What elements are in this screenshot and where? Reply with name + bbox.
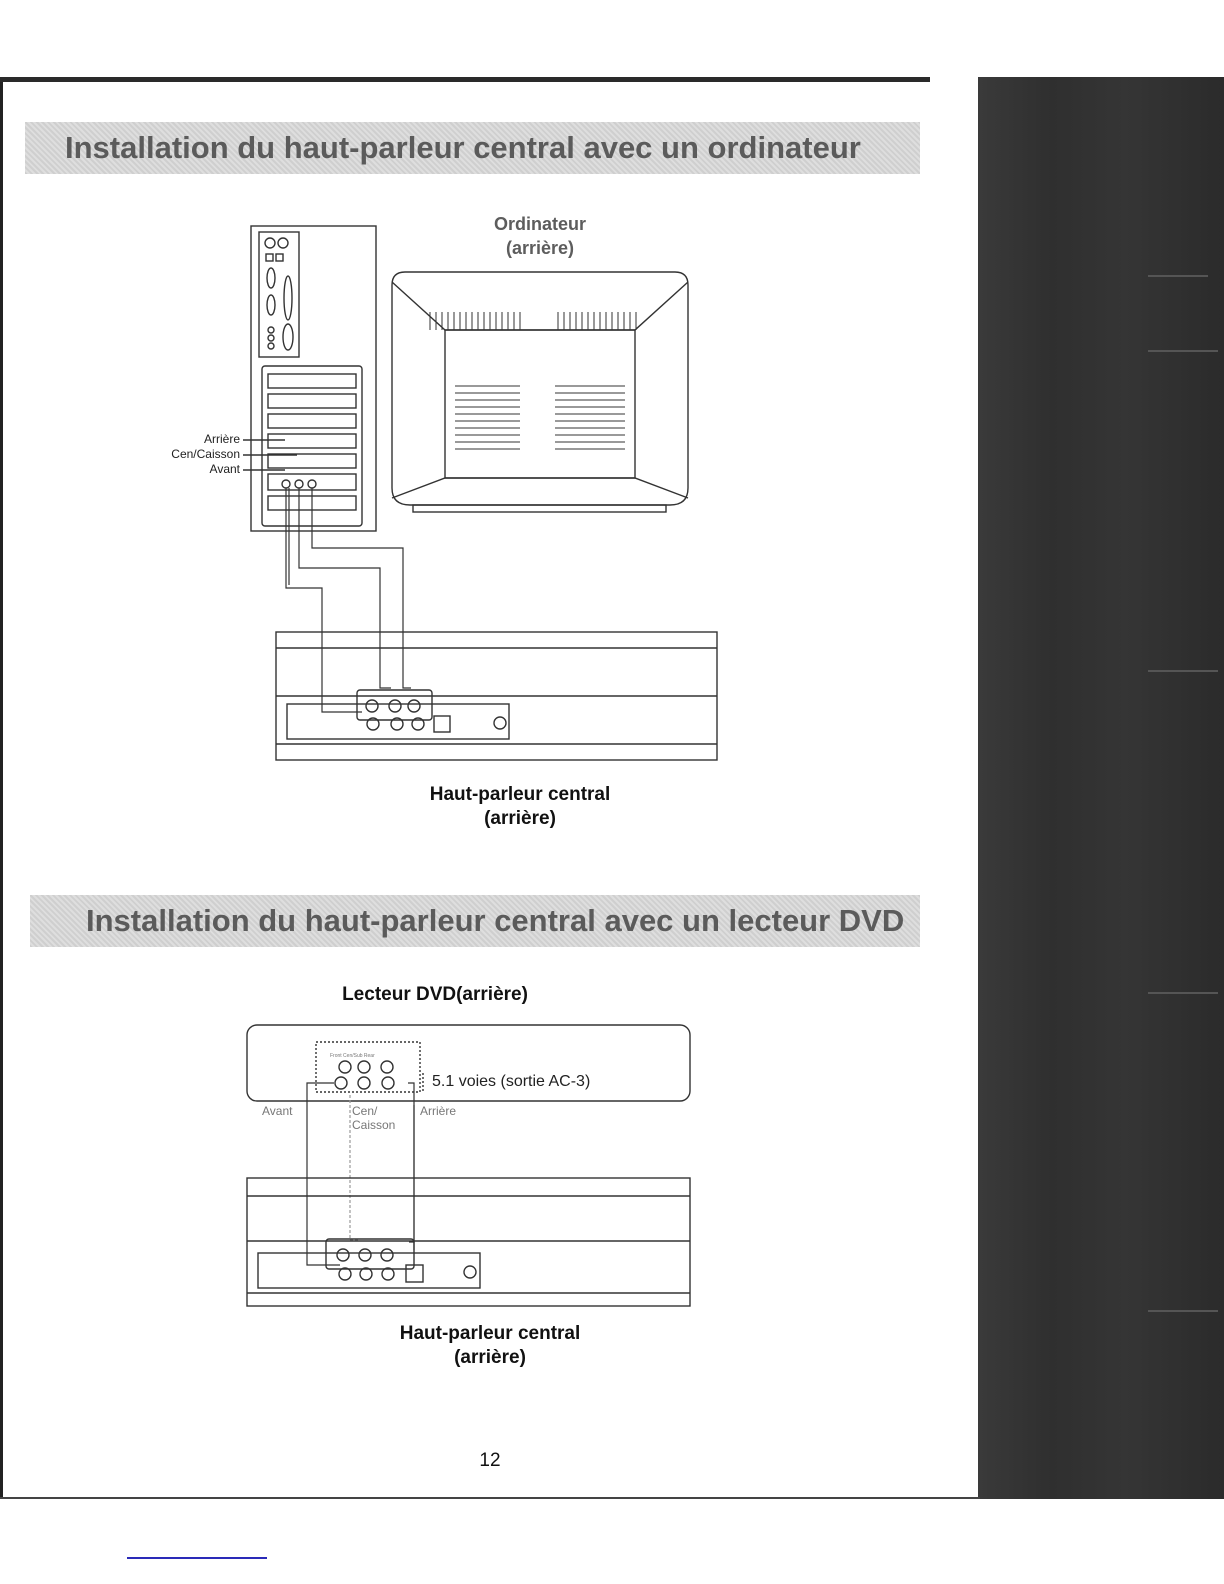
dvd-label-arriere: Arrière (420, 1104, 457, 1118)
channels-note: 5.1 voies (sortie AC-3) (432, 1073, 591, 1090)
page-number: 12 (479, 1450, 501, 1471)
section-title-computer-text: Installation du haut-parleur central avec un ordinateur (65, 130, 861, 165)
jack-label-center: Cen/Caisson (171, 447, 240, 461)
strip-mark (1148, 992, 1218, 994)
jack-label-front: Avant (209, 462, 240, 476)
speaker-caption-1-line2: (arrière) (484, 808, 556, 829)
speaker-caption-2 (360, 1322, 620, 1370)
strip-mark (1148, 350, 1218, 352)
section-title-dvd (30, 895, 920, 947)
jack-rear (282, 480, 290, 488)
dvd-label-cen (352, 1104, 395, 1132)
strip-mark (1148, 670, 1218, 672)
center-speaker-1 (276, 632, 717, 760)
strip-mark (1148, 275, 1208, 277)
speaker-caption-2-line2: (arrière) (454, 1347, 526, 1368)
pc-tower (251, 226, 376, 531)
dvd-label-cen-line1: Cen/ (352, 1104, 378, 1118)
strip-mark (1148, 1310, 1218, 1312)
cables-pc (286, 488, 411, 712)
jack-labels (130, 432, 240, 477)
section-title-dvd-text: Installation du haut-parleur central avec un lecteur DVD (86, 903, 905, 938)
speaker-caption-2-line1: Haut-parleur central (399, 1323, 581, 1344)
jack-center (295, 480, 303, 488)
dvd-caption: Lecteur DVD(arrière) (342, 984, 528, 1005)
computer-caption-line1: Ordinateur (493, 214, 586, 234)
dvd-label-avant: Avant (262, 1104, 293, 1118)
center-speaker-2 (247, 1178, 690, 1306)
computer-caption-line2: (arrière) (505, 238, 575, 258)
dvd-label-cen-line2: Caisson (352, 1118, 396, 1132)
speaker-caption-1-line1: Haut-parleur central (429, 784, 611, 805)
blue-underline (127, 1557, 267, 1559)
jack-label-rear: Arrière (203, 432, 240, 446)
dark-margin-strip (978, 77, 1224, 1499)
dvd-port-header: Front Cen/Sub Rear (330, 1053, 375, 1059)
speaker-caption-1 (390, 783, 650, 831)
jack-front (308, 480, 316, 488)
monitor (392, 272, 688, 512)
